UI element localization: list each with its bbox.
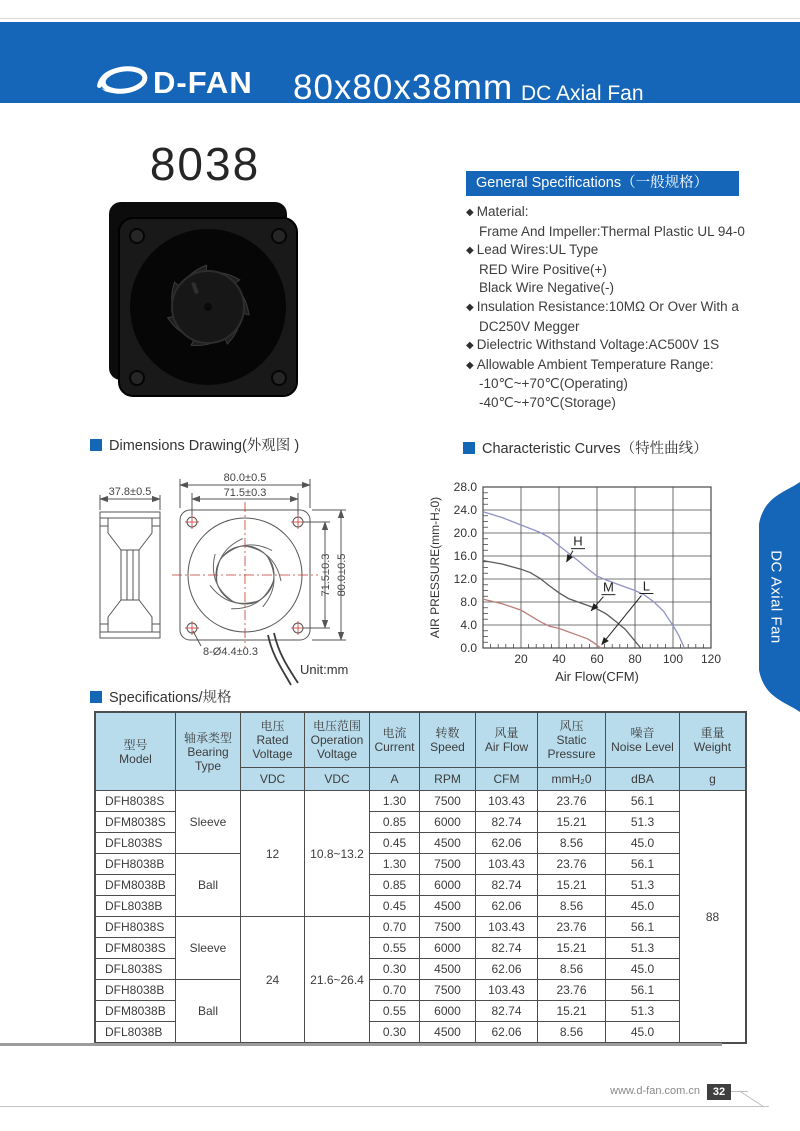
table-cell: 0.45 xyxy=(370,833,420,854)
table-cell: Sleeve xyxy=(176,791,241,854)
table-cell: 56.1 xyxy=(606,854,680,875)
col-header-weight: 重量 Weight xyxy=(680,713,746,768)
table-cell: 21.6~26.4 xyxy=(305,917,370,1043)
table-cell: 15.21 xyxy=(538,875,606,896)
table-cell: 23.76 xyxy=(538,791,606,812)
table-cell: 4500 xyxy=(420,959,476,980)
table-cell: DFL8038B xyxy=(96,1022,176,1043)
y-axis-label: AIR PRESSURE(mm-H₂0) xyxy=(428,496,442,639)
table-row xyxy=(96,980,746,1001)
unit-current: A xyxy=(370,768,420,791)
table-cell: DFL8038S xyxy=(96,959,176,980)
table-cell: DFL8038S xyxy=(96,833,176,854)
table-cell: 56.1 xyxy=(606,980,680,1001)
table-cell: 45.0 xyxy=(606,896,680,917)
general-spec-item: RED Wire Positive(+) xyxy=(479,261,607,277)
col-header-bearing: 轴承类型 Bearing Type xyxy=(176,713,241,791)
section-marker-icon xyxy=(90,439,102,451)
table-cell: 6000 xyxy=(420,812,476,833)
table-cell: 10.8~13.2 xyxy=(305,791,370,917)
general-specs-header: General Specifications（一般规格） xyxy=(466,171,739,196)
table-cell: 103.43 xyxy=(476,854,538,875)
table-cell: DFM8038S xyxy=(96,938,176,959)
general-spec-item: ◆ Dielectric Withstand Voltage:AC500V 1S xyxy=(466,336,756,356)
section-marker-icon xyxy=(463,442,475,454)
footer-bottom-line xyxy=(0,1106,769,1107)
table-row xyxy=(96,791,746,812)
table-cell: DFM8038B xyxy=(96,1001,176,1022)
table-cell: DFH8038B xyxy=(96,980,176,1001)
table-cell: 51.3 xyxy=(606,812,680,833)
table-row xyxy=(96,917,746,938)
table-cell: 15.21 xyxy=(538,812,606,833)
x-tick-label: 120 xyxy=(700,652,722,666)
table-cell: DFH8038S xyxy=(96,917,176,938)
col-header-speed: 转数 Speed xyxy=(420,713,476,768)
dim-holes: 8-Ø4.4±0.3 xyxy=(203,646,258,658)
table-cell: DFM8038B xyxy=(96,875,176,896)
table-cell: 103.43 xyxy=(476,917,538,938)
table-cell: 82.74 xyxy=(476,875,538,896)
col-header-operation-voltage: 电压范围 Operation Voltage xyxy=(305,713,370,768)
dim-height-inner: 71.5±0.3 xyxy=(320,553,332,597)
table-cell: 1.30 xyxy=(370,791,420,812)
col-header-model: 型号 Model xyxy=(96,713,176,791)
general-spec-item: Frame And Impeller:Thermal Plastic UL 94-0 xyxy=(479,223,745,239)
table-cell: DFH8038B xyxy=(96,854,176,875)
brand-name: D-FAN xyxy=(153,64,253,100)
col-header-noise: 噪音 Noise Level xyxy=(606,713,680,768)
general-spec-item: ◆ Lead Wires:UL Type xyxy=(466,241,756,261)
table-cell: 62.06 xyxy=(476,833,538,854)
table-cell: 8.56 xyxy=(538,896,606,917)
page-title: 80x80x38mm xyxy=(293,68,514,107)
table-cell: 8.56 xyxy=(538,959,606,980)
table-cell: 7500 xyxy=(420,791,476,812)
general-spec-item: -10℃~+70℃(Operating) xyxy=(479,376,628,392)
table-cell: 0.30 xyxy=(370,959,420,980)
table-cell: 0.70 xyxy=(370,980,420,1001)
table-cell: Sleeve xyxy=(176,917,241,980)
col-header-pressure: 风压 Static Pressure xyxy=(538,713,606,768)
col-header-rated-voltage: 电压 Rated Voltage xyxy=(241,713,305,768)
curve-L xyxy=(483,599,601,648)
side-tab-dc-axial-fan xyxy=(752,482,800,712)
table-cell: 12 xyxy=(241,791,305,917)
table-cell: 82.74 xyxy=(476,1001,538,1022)
table-cell: 0.45 xyxy=(370,896,420,917)
model-number: 8038 xyxy=(149,138,261,190)
table-cell: 4500 xyxy=(420,896,476,917)
general-spec-item: Black Wire Negative(-) xyxy=(479,280,615,296)
table-cell: 7500 xyxy=(420,917,476,938)
x-tick-label: 80 xyxy=(628,652,642,666)
table-cell: 103.43 xyxy=(476,791,538,812)
y-tick-label: 16.0 xyxy=(453,549,477,563)
table-cell: DFH8038S xyxy=(96,791,176,812)
table-cell: 7500 xyxy=(420,980,476,1001)
table-cell: 56.1 xyxy=(606,791,680,812)
table-cell: 15.21 xyxy=(538,938,606,959)
table-cell: 0.30 xyxy=(370,1022,420,1043)
table-cell: 0.55 xyxy=(370,938,420,959)
table-cell: 23.76 xyxy=(538,854,606,875)
table-cell: 6000 xyxy=(420,875,476,896)
x-tick-label: 20 xyxy=(514,652,528,666)
table-cell: 62.06 xyxy=(476,959,538,980)
side-tab-label: DC Axial Fan xyxy=(767,550,785,644)
table-cell: 51.3 xyxy=(606,875,680,896)
curve-label-arrow xyxy=(602,596,642,645)
table-cell: 82.74 xyxy=(476,812,538,833)
table-cell: 45.0 xyxy=(606,1022,680,1043)
dim-width-inner: 71.5±0.3 xyxy=(223,487,267,499)
general-specs-list xyxy=(466,203,756,413)
y-tick-label: 24.0 xyxy=(453,503,477,517)
section-title-specifications: Specifications/规格 xyxy=(90,686,232,707)
table-cell: 6000 xyxy=(420,1001,476,1022)
y-tick-label: 28.0 xyxy=(453,480,477,494)
table-cell: 4500 xyxy=(420,833,476,854)
table-cell: 6000 xyxy=(420,938,476,959)
table-cell: 15.21 xyxy=(538,1001,606,1022)
curve-M xyxy=(483,561,641,648)
table-cell: 23.76 xyxy=(538,980,606,1001)
table-cell: 103.43 xyxy=(476,980,538,1001)
table-cell: 88 xyxy=(680,791,746,1043)
section-title-curves: Characteristic Curves（特性曲线） xyxy=(463,437,708,458)
table-cell: 51.3 xyxy=(606,1001,680,1022)
curve-H xyxy=(483,512,684,648)
dim-height-outer: 80.0±0.5 xyxy=(336,553,348,597)
header-bar xyxy=(0,22,800,107)
table-cell: Ball xyxy=(176,854,241,917)
table-cell: 56.1 xyxy=(606,917,680,938)
curve-label-M: M xyxy=(602,579,614,595)
swoosh-logo-icon xyxy=(93,62,151,103)
dim-width-outer: 80.0±0.5 xyxy=(223,472,267,484)
page-subtitle: DC Axial Fan xyxy=(521,82,644,105)
general-spec-item: -40℃~+70℃(Storage) xyxy=(479,394,616,410)
table-cell: Ball xyxy=(176,980,241,1043)
dim-depth: 37.8±0.5 xyxy=(108,486,152,498)
table-cell: 8.56 xyxy=(538,833,606,854)
footer-website: www.d-fan.com.cn xyxy=(610,1085,700,1097)
table-cell: 7500 xyxy=(420,854,476,875)
y-tick-label: 8.0 xyxy=(460,595,477,609)
unit-pressure: mmH₂0 xyxy=(538,768,606,791)
footer-page-number: 32 xyxy=(707,1084,731,1100)
general-spec-item: ◆ Material: xyxy=(466,203,756,223)
curve-label-H: H xyxy=(573,533,583,549)
top-divider xyxy=(0,18,800,19)
x-tick-label: 40 xyxy=(552,652,566,666)
y-tick-label: 4.0 xyxy=(460,618,477,632)
curve-label-L: L xyxy=(642,578,651,594)
table-cell: 45.0 xyxy=(606,959,680,980)
unit-speed: RPM xyxy=(420,768,476,791)
general-spec-item: ◆ Insulation Resistance:10MΩ Or Over With a xyxy=(466,298,756,318)
general-spec-item: ◆ Allowable Ambient Temperature Range: xyxy=(466,356,756,376)
x-axis-label: Air Flow(CFM) xyxy=(555,669,639,684)
table-cell: 0.55 xyxy=(370,1001,420,1022)
unit-noise: dBA xyxy=(606,768,680,791)
table-cell: 0.85 xyxy=(370,812,420,833)
unit-label: Unit:mm xyxy=(300,662,349,677)
general-spec-item: DC250V Megger xyxy=(479,318,580,334)
table-cell: 62.06 xyxy=(476,896,538,917)
section-title-dimensions: Dimensions Drawing(外观图 ) xyxy=(90,434,299,455)
dimensions-drawing xyxy=(85,455,415,702)
table-cell: 1.30 xyxy=(370,854,420,875)
product-photo xyxy=(105,200,310,430)
table-cell: 51.3 xyxy=(606,938,680,959)
y-tick-label: 0.0 xyxy=(460,641,477,655)
y-tick-label: 20.0 xyxy=(453,526,477,540)
table-cell: 24 xyxy=(241,917,305,1043)
col-header-airflow: 风量 Air Flow xyxy=(476,713,538,768)
table-cell: 23.76 xyxy=(538,917,606,938)
table-cell: 62.06 xyxy=(476,1022,538,1043)
x-tick-label: 60 xyxy=(590,652,604,666)
table-cell: 4500 xyxy=(420,1022,476,1043)
footer-divider xyxy=(0,1043,722,1046)
unit-weight: g xyxy=(680,768,746,791)
characteristic-curves-chart xyxy=(424,456,754,697)
table-cell: DFM8038S xyxy=(96,812,176,833)
table-cell: 45.0 xyxy=(606,833,680,854)
unit-rated-voltage: VDC xyxy=(241,768,305,791)
unit-airflow: CFM xyxy=(476,768,538,791)
y-tick-label: 12.0 xyxy=(453,572,477,586)
col-header-current: 电流 Current xyxy=(370,713,420,768)
table-cell: 0.70 xyxy=(370,917,420,938)
table-cell: 82.74 xyxy=(476,938,538,959)
unit-operation-voltage: VDC xyxy=(305,768,370,791)
x-tick-label: 100 xyxy=(662,652,684,666)
table-cell: 8.56 xyxy=(538,1022,606,1043)
spec-table xyxy=(95,712,746,1043)
table-cell: DFL8038B xyxy=(96,896,176,917)
brand-logo xyxy=(93,62,253,103)
footer-connector-diagonal xyxy=(739,1090,763,1106)
table-row xyxy=(96,854,746,875)
table-cell: 0.85 xyxy=(370,875,420,896)
